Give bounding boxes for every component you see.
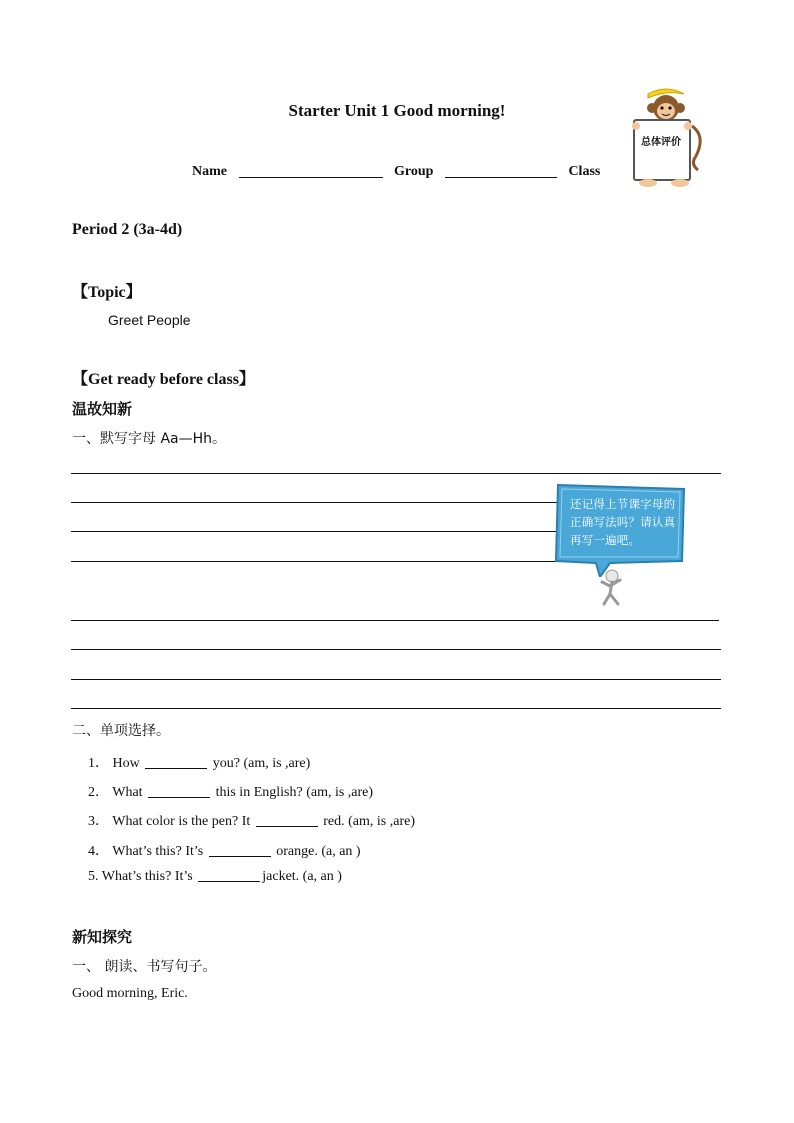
question-item bbox=[88, 810, 415, 830]
monkey-badge-icon bbox=[626, 86, 706, 194]
question-text: How bbox=[112, 756, 140, 771]
name-row bbox=[192, 163, 600, 180]
question-text: What bbox=[112, 785, 143, 800]
badge-label: 总体评价 bbox=[641, 137, 681, 148]
practice-sentence: Good morning, Eric. bbox=[72, 986, 188, 1001]
task-1-instruction: 一、默写字母 Aa—Hh。 bbox=[72, 431, 227, 447]
question-item bbox=[88, 869, 342, 885]
question-item bbox=[88, 840, 361, 860]
hint-text: 还记得上节课字母的正确写法吗？请认真再写一遍吧。 bbox=[570, 497, 676, 547]
hint-bubble bbox=[552, 481, 688, 563]
group-blank[interactable] bbox=[445, 163, 557, 178]
name-label: Name bbox=[192, 164, 227, 179]
get-ready-heading: 【Get ready before class】 bbox=[72, 371, 255, 388]
question-item bbox=[88, 781, 373, 801]
person-figure-icon bbox=[594, 568, 634, 608]
review-heading: 温故知新 bbox=[72, 400, 133, 418]
question-options: red. (am, is ,are) bbox=[323, 814, 415, 829]
writing-line[interactable] bbox=[71, 561, 561, 562]
writing-line[interactable] bbox=[71, 679, 721, 680]
answer-blank[interactable] bbox=[209, 844, 271, 857]
answer-blank[interactable] bbox=[145, 756, 207, 769]
topic-text: Greet People bbox=[108, 312, 191, 328]
question-number: 2． bbox=[88, 785, 109, 800]
writing-line[interactable] bbox=[71, 620, 719, 621]
answer-blank[interactable] bbox=[148, 785, 210, 798]
question-options: orange. (a, an ) bbox=[276, 844, 361, 859]
page-title: Starter Unit 1 Good morning! bbox=[288, 101, 506, 120]
question-text: What’s this? It’s bbox=[101, 869, 193, 884]
question-options: jacket. (a, an ) bbox=[262, 869, 342, 884]
new-knowledge-heading: 新知探究 bbox=[72, 928, 133, 946]
answer-blank[interactable] bbox=[198, 869, 260, 882]
question-item bbox=[88, 752, 310, 772]
group-label: Group bbox=[394, 164, 434, 179]
read-write-instruction: 一、 朗读、书写句子。 bbox=[72, 959, 217, 975]
class-label: Class bbox=[568, 164, 601, 179]
question-options: this in English? (am, is ,are) bbox=[215, 785, 374, 800]
question-text: What color is the pen? It bbox=[112, 814, 251, 829]
question-number: 4． bbox=[88, 844, 109, 859]
question-number: 5. bbox=[88, 869, 99, 884]
question-options: you? (am, is ,are) bbox=[212, 756, 311, 771]
writing-line[interactable] bbox=[71, 502, 561, 503]
task-2-instruction: 二、单项选择。 bbox=[72, 723, 170, 739]
topic-heading: 【Topic】 bbox=[72, 284, 142, 301]
writing-line[interactable] bbox=[71, 531, 561, 532]
period-heading: Period 2 (3a-4d) bbox=[72, 221, 183, 238]
name-blank[interactable] bbox=[239, 163, 383, 178]
answer-blank[interactable] bbox=[256, 814, 318, 827]
question-text: What’s this? It’s bbox=[112, 844, 204, 859]
question-number: 1． bbox=[88, 756, 109, 771]
writing-line[interactable] bbox=[71, 708, 721, 709]
writing-line[interactable] bbox=[71, 473, 721, 474]
writing-line[interactable] bbox=[71, 649, 721, 650]
question-number: 3． bbox=[88, 814, 109, 829]
